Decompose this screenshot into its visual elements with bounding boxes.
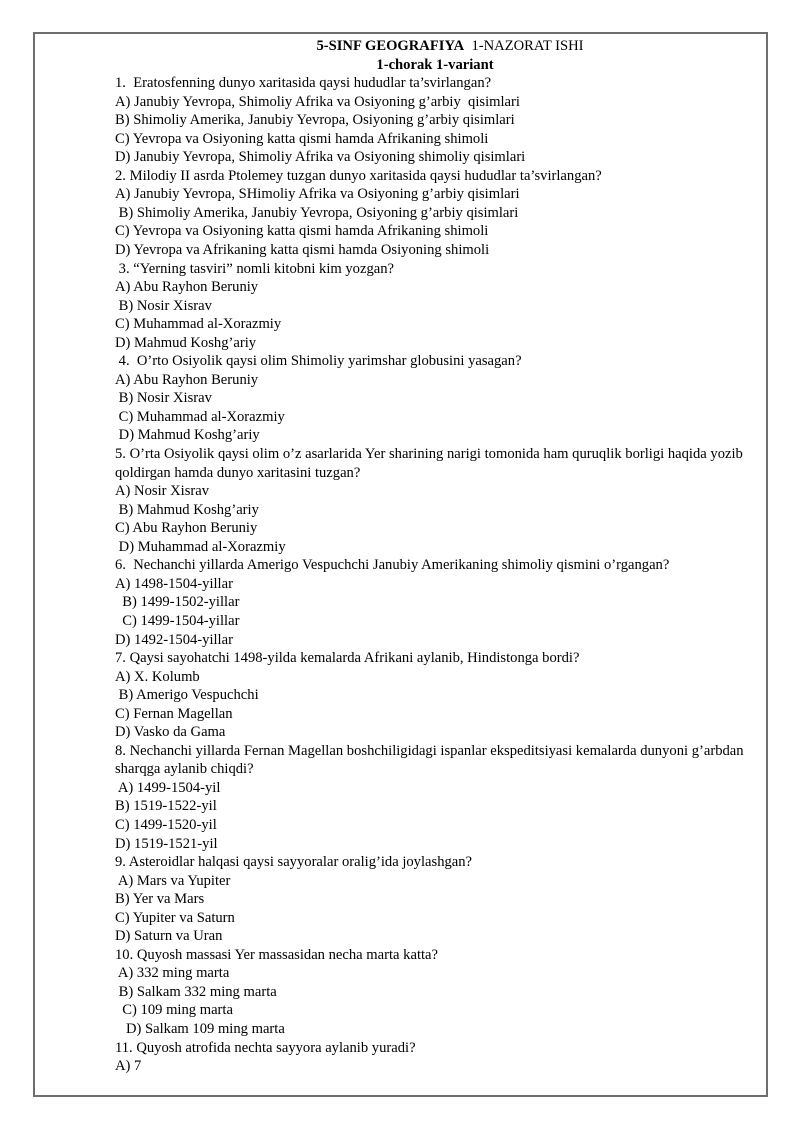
answer-option: C) Abu Rayhon Beruniy <box>115 520 258 537</box>
answer-option: B) 1499-1502-yillar <box>115 594 240 611</box>
answer-option: D) 1492-1504-yillar <box>115 631 233 648</box>
answer-option: B) 1519-1522-yil <box>115 798 217 815</box>
question-text: 4. O’rto Osiyolik qaysi olim Shimoliy yarimshar globusini yasagan? <box>115 353 522 370</box>
answer-option: A) Abu Rayhon Beruniy <box>115 279 259 296</box>
answer-option: D) Salkam 109 ming marta <box>115 1020 285 1037</box>
answer-option: D) Janubiy Yevropa, Shimoliy Afrika va Osiyoning shimoliy qisimlari <box>115 149 526 166</box>
question-text: 9. Asteroidlar halqasi qaysi sayyoralar oralig’ida joylashgan? <box>115 854 473 871</box>
answer-option: B) Shimoliy Amerika, Janubiy Yevropa, Osiyoning g’arbiy qisimlari <box>115 112 515 129</box>
answer-option: A) X. Kolumb <box>115 668 200 685</box>
answer-option: A) 332 ming marta <box>115 965 230 982</box>
answer-option: C) Yevropa va Osiyoning katta qismi hamda Afrikaning shimoli <box>115 130 489 147</box>
answer-option: B) Mahmud Koshg’ariy <box>115 501 259 518</box>
question-text: 7. Qaysi sayohatchi 1498-yilda kemalarda Afrikani aylanib, Hindistonga bordi? <box>115 650 580 667</box>
answer-option: C) Yupiter va Saturn <box>115 909 235 926</box>
question-text: 3. “Yerning tasviri” nomli kitobni kim yozgan? <box>115 260 395 277</box>
answer-option: D) Muhammad al-Xorazmiy <box>115 538 286 555</box>
answer-option: A) Nosir Xisrav <box>115 483 210 500</box>
answer-option: C) 109 ming marta <box>115 1002 233 1019</box>
question-list <box>115 74 755 1076</box>
answer-option: D) Saturn va Uran <box>115 928 223 945</box>
document-title <box>115 37 755 56</box>
question-text: 5. O’rta Osiyolik qaysi olim o’z asarlarida Yer sharining narigi tomonida ham quruqlik borligi haqida yozib qoldirgan hamda dunyo xaritasini tuzgan? <box>115 446 743 481</box>
answer-option: A) 7 <box>115 1058 142 1075</box>
answer-option: A) 1498-1504-yillar <box>115 575 233 592</box>
question-text: 8. Nechanchi yillarda Fernan Magellan boshchiligidagi ispanlar ekspeditsiyasi kemalarda dunyoni g’arbdan sharqga aylanib chiqdi? <box>115 742 744 778</box>
answer-option: B) Nosir Xisrav <box>115 390 212 407</box>
question-text: 11. Quyosh atrofida nechta sayyora aylanib yuradi? <box>115 1039 416 1056</box>
question-text: 1. Eratosfenning dunyo xaritasida qaysi hududlar ta’svirlangan? <box>115 75 492 92</box>
question-text: 6. Nechanchi yillarda Amerigo Vespuchchi Janubiy Amerikaning shimoliy qismini o’rgangan? <box>115 557 670 574</box>
answer-option: A) Abu Rayhon Beruniy <box>115 371 259 388</box>
answer-option: B) Shimoliy Amerika, Janubiy Yevropa, Osiyoning g’arbiy qisimlari <box>115 204 519 221</box>
title-test-name: 1-NAZORAT ISHI <box>471 38 584 54</box>
answer-option: A) Mars va Yupiter <box>115 872 231 889</box>
question-text: 2. Milodiy II asrda Ptolemey tuzgan dunyo xaritasida qaysi hududlar ta’svirlangan? <box>115 167 602 184</box>
title-subject: 5-SINF GEOGRAFIYA <box>316 38 465 54</box>
answer-option: C) 1499-1520-yil <box>115 816 217 833</box>
test-document <box>115 37 755 1076</box>
answer-option: C) 1499-1504-yillar <box>115 612 240 629</box>
answer-option: D) Mahmud Koshg’ariy <box>115 427 260 444</box>
answer-option: B) Amerigo Vespuchchi <box>115 687 259 704</box>
answer-option: B) Salkam 332 ming marta <box>115 983 277 1000</box>
question-text: 10. Quyosh massasi Yer massasidan necha marta katta? <box>115 946 439 963</box>
answer-option: D) Vasko da Gama <box>115 724 226 741</box>
document-subtitle: 1-chorak 1-variant <box>376 56 494 73</box>
answer-option: C) Muhammad al-Xorazmiy <box>115 408 285 425</box>
answer-option: A) 1499-1504-yil <box>115 779 221 796</box>
answer-option: B) Nosir Xisrav <box>115 297 212 314</box>
answer-option: D) Mahmud Koshg’ariy <box>115 334 257 351</box>
answer-option: D) Yevropa va Afrikaning katta qismi hamda Osiyoning shimoli <box>115 242 490 259</box>
answer-option: D) 1519-1521-yil <box>115 835 218 852</box>
answer-option: A) Janubiy Yevropa, Shimoliy Afrika va Osiyoning g’arbiy qisimlari <box>115 93 520 110</box>
answer-option: B) Yer va Mars <box>115 891 205 908</box>
answer-option: C) Yevropa va Osiyoning katta qismi hamda Afrikaning shimoli <box>115 223 489 240</box>
answer-option: C) Muhammad al-Xorazmiy <box>115 316 282 333</box>
answer-option: A) Janubiy Yevropa, SHimoliy Afrika va Osiyoning g’arbiy qisimlari <box>115 186 520 203</box>
answer-option: C) Fernan Magellan <box>115 705 233 722</box>
